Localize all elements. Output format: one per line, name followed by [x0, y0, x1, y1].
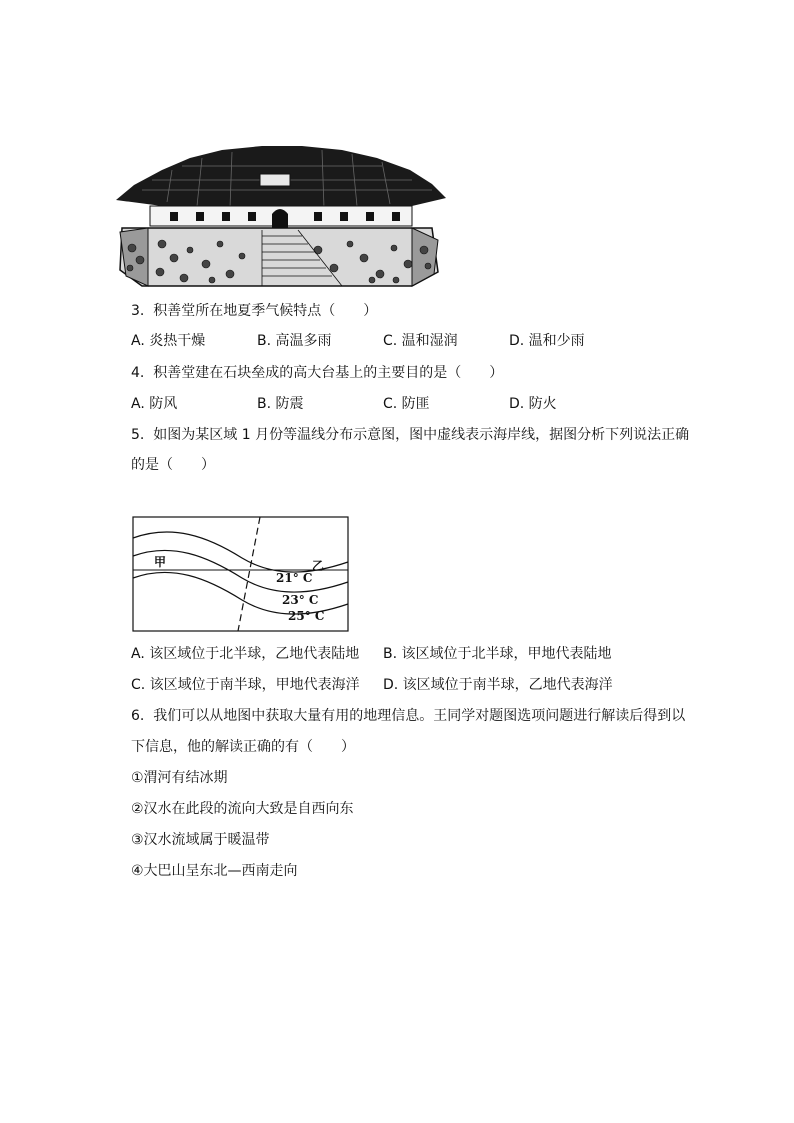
isotherm-label-25: 25° C	[288, 609, 325, 623]
q3-option-d[interactable]: D. 温和少雨	[509, 333, 585, 349]
building-illustration	[112, 140, 448, 290]
q5-option-d[interactable]: D. 该区域位于南半球，乙地代表海洋	[383, 677, 613, 693]
question-number: 6.	[131, 708, 145, 724]
q3-option-b[interactable]: B. 高温多雨	[257, 333, 332, 349]
question-number: 5.	[131, 427, 145, 443]
q3-option-a[interactable]: A. 炎热干燥	[131, 333, 206, 349]
q6-statement-2: ②汉水在此段的流向大致是自西向东	[131, 801, 354, 817]
question-number: 3.	[131, 303, 145, 319]
q4-option-d[interactable]: D. 防火	[509, 396, 557, 412]
question-6-stem-line1	[131, 706, 685, 726]
q4-option-c[interactable]: C. 防匪	[383, 396, 430, 412]
q5-option-b[interactable]: B. 该区域位于北半球，甲地代表陆地	[383, 646, 612, 662]
q3-option-c[interactable]: C. 温和湿润	[383, 333, 458, 349]
q4-option-b[interactable]: B. 防震	[257, 396, 304, 412]
q5-option-c[interactable]: C. 该区域位于南半球，甲地代表海洋	[131, 677, 360, 693]
q6-statement-3: ③汉水流域属于暖温带	[131, 832, 270, 848]
question-5-stem-line2: 的是（ ）	[131, 457, 215, 473]
question-6-stem-line2: 下信息，他的解读正确的有（ ）	[131, 739, 355, 755]
q6-statement-1: ①渭河有结冰期	[131, 770, 228, 786]
question-5-stem-line1	[131, 425, 689, 445]
label-jia: 甲	[154, 555, 167, 569]
question-4-stem	[131, 363, 503, 383]
label-yi: 乙	[312, 559, 325, 573]
question-number: 4.	[131, 365, 145, 381]
isotherm-label-21: 21° C	[276, 571, 313, 585]
question-3-stem	[131, 301, 377, 321]
q4-option-a[interactable]: A. 防风	[131, 396, 178, 412]
q6-statement-4: ④大巴山呈东北—西南走向	[131, 863, 298, 879]
question-text: 如图为某区域 1 月份等温线分布示意图，图中虚线表示海岸线，据图分析下列说法正确	[153, 427, 690, 443]
question-text: 我们可以从地图中获取大量有用的地理信息。王同学对题图选项问题进行解读后得到以	[153, 708, 686, 724]
q5-option-a[interactable]: A. 该区域位于北半球，乙地代表陆地	[131, 646, 360, 662]
question-text: 积善堂建在石块垒成的高大台基上的主要目的是（ ）	[153, 365, 504, 381]
isotherm-map	[132, 516, 350, 634]
question-text: 积善堂所在地夏季气候特点（ ）	[153, 303, 378, 319]
isotherm-label-23: 23° C	[282, 593, 319, 607]
